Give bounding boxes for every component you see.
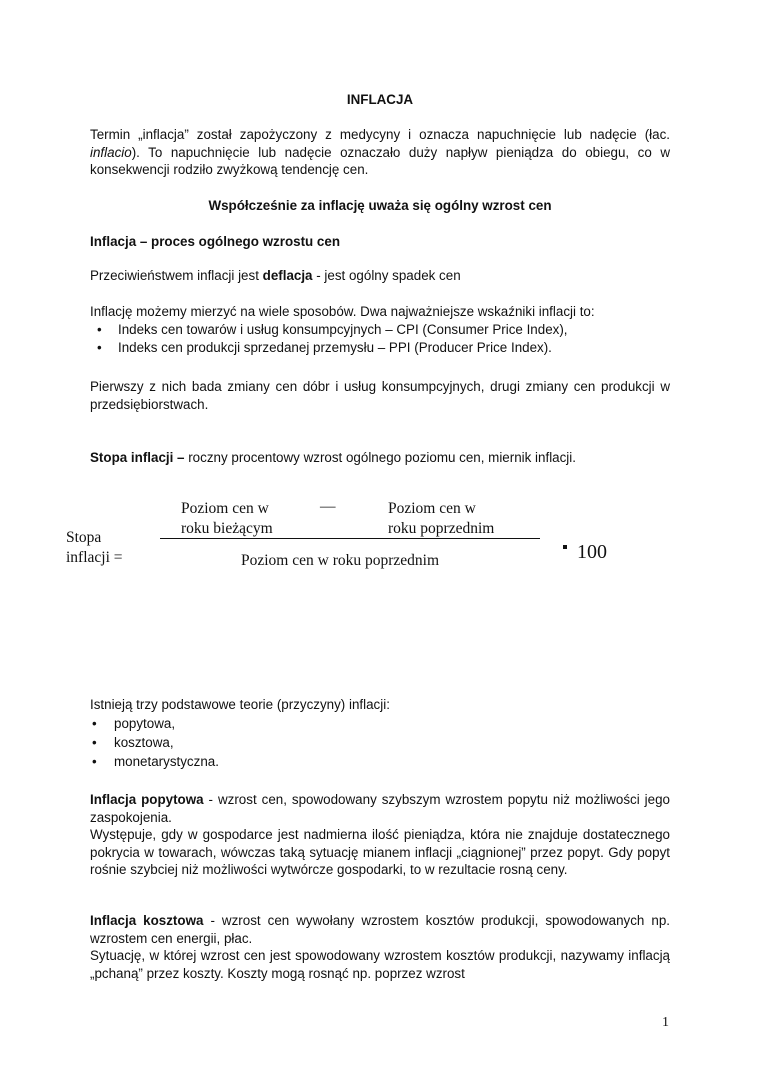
formula-lhs-line1: Stopa: [66, 529, 102, 546]
deflation-after: - jest ogólny spadek cen: [312, 268, 461, 283]
list-item: • popytowa,: [90, 714, 670, 733]
rate-definition: [90, 449, 670, 467]
intro-text-2: ). To napuchnięcie lub nadęcie oznaczało duży napływ pieniądza do obiegu, co w konsekwencji rodziło zwyżkową tendencję cen.: [90, 144, 670, 177]
minus-sign: —: [320, 498, 336, 515]
cost-explanation: Sytuację, w której wzrost cen jest spowodowany wzrostem kosztów produkcji, nazywamy inflacją „pchaną” przez koszty. Koszty mogą rosnąć np. poprzez wzrost: [90, 948, 670, 981]
theories-list: [90, 714, 670, 771]
fraction-bar: [160, 538, 540, 539]
list-item: • Indeks cen towarów i usług konsumpcyjnych – CPI (Consumer Price Index),: [90, 321, 670, 339]
deflation-term: deflacja: [262, 268, 313, 283]
rate-term: Stopa inflacji –: [90, 450, 185, 465]
numerator-right-line2: roku poprzednim: [388, 520, 495, 537]
formula-lhs-line2: inflacji =: [66, 549, 123, 566]
intro-text-1: Termin „inflacja” został zapożyczony z medycyny i oznacza napuchnięcie lub nadęcie (łac.: [90, 127, 670, 142]
intro-paragraph: [90, 126, 670, 179]
list-item: • monetarystyczna.: [90, 752, 670, 771]
indices-list: [90, 321, 670, 356]
intro-latin-term: inflacio: [90, 144, 132, 160]
cost-inflation-section: [90, 912, 670, 982]
demand-definition: [90, 791, 670, 826]
rate-text: roczny procentowy wzrost ogólnego poziomu cen, miernik inflacji.: [184, 450, 576, 465]
page-title: INFLACJA: [346, 92, 414, 107]
page-number: 1: [662, 1015, 669, 1030]
theories-intro: Istnieją trzy podstawowe teorie (przyczyny) inflacji:: [90, 697, 390, 712]
measure-intro: Inflację możemy mierzyć na wiele sposobów. Dwa najważniejsze wskaźniki inflacji to:: [90, 304, 595, 319]
demand-term: Inflacja popytowa: [90, 792, 204, 807]
demand-inflation-section: [90, 791, 670, 879]
multiplier: 100: [577, 541, 607, 563]
indices-explanation: Pierwszy z nich bada zmiany cen dóbr i usług konsumpcyjnych, drugi zmiany cen produkcji w przedsiębiorstwach.: [90, 379, 670, 412]
definition-heading: Inflacja – proces ogólnego wzrostu cen: [90, 234, 341, 249]
denominator: Poziom cen w roku poprzednim: [241, 552, 440, 569]
deflation-before: Przeciwieństwem inflacji jest: [90, 268, 263, 283]
list-item: • Indeks cen produkcji sprzedanej przemysłu – PPI (Producer Price Index).: [90, 339, 670, 357]
deflation-paragraph: [90, 267, 670, 285]
cost-term: Inflacja kosztowa: [90, 913, 204, 928]
multiply-dot: [563, 545, 567, 549]
demand-explanation: Występuje, gdy w gospodarce jest nadmierna ilość pieniądza, która nie znajduje dostatecznego pokrycia w towarach, wówczas taką sytuację mianem inflacji „ciągnionej” przez popyt. Gdy popyt rośnie szybciej niż możliwości wytwórcze gospodarki, to w rezultacie rosną ceny.: [90, 827, 670, 877]
subtitle: Współcześnie za inflację uważa się ogólny wzrost cen: [208, 198, 552, 213]
list-item: • kosztowa,: [90, 733, 670, 752]
cost-definition: [90, 912, 670, 947]
numerator-right-line1: Poziom cen w: [388, 500, 476, 517]
numerator-left-line2: roku bieżącym: [181, 520, 273, 537]
demand-text-1: - wzrost cen, spowodowany szybszym wzrostem popytu niż możliwości jego zaspokojenia.: [90, 792, 670, 825]
cost-text-1: - wzrost cen wywołany wzrostem kosztów produkcji, spowodowanych np. wzrostem cen energii, płac.: [90, 913, 670, 946]
numerator-left-line1: Poziom cen w: [181, 500, 269, 517]
